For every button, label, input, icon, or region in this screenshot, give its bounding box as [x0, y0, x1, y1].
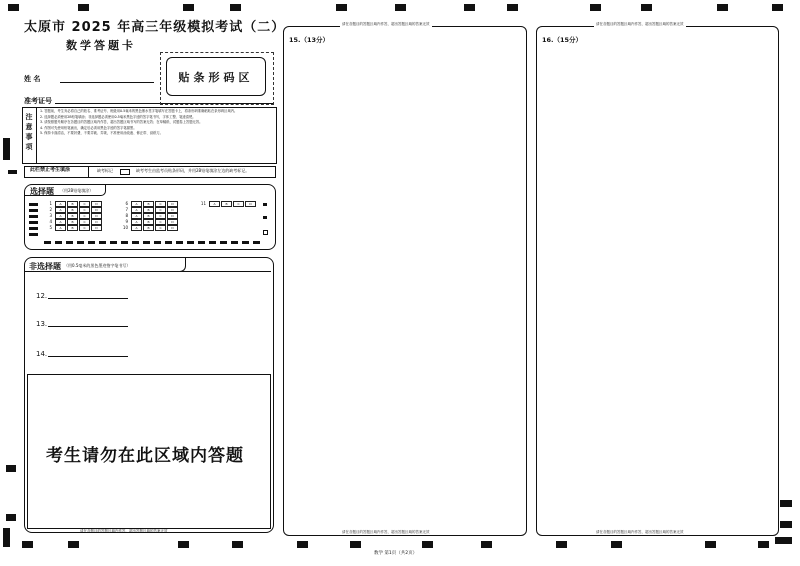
alignment-mark	[772, 4, 783, 11]
question-14-label: 14.	[36, 350, 48, 358]
mc-question-number: 6	[125, 201, 128, 206]
mc-option-bubble[interactable]: C	[79, 225, 90, 231]
alignment-mark	[611, 541, 622, 548]
exam-number-label: 准考证号	[24, 97, 52, 105]
alignment-mark	[6, 465, 16, 472]
mc-option-bubble[interactable]: B	[67, 207, 78, 213]
absent-note: 缺考考生由监考员贴条形码，并用2B铅笔填涂左边的缺考标记。	[136, 168, 250, 173]
question-16-heading: 16.（15分）	[542, 36, 583, 44]
mc-option-bubble[interactable]: A	[55, 225, 66, 231]
mc-option-bubble[interactable]: D	[167, 225, 178, 231]
no-answer-zone-text: 考生请勿在此区域内答题	[46, 446, 244, 466]
alignment-mark	[263, 230, 268, 235]
alignment-mark	[464, 4, 475, 11]
mc-option-bubble[interactable]: C	[79, 219, 90, 225]
mc-option-bubble[interactable]: D	[167, 213, 178, 219]
mc-note: （用2B铅笔填涂）	[60, 188, 94, 193]
non-choice-note: （用0.5毫米的黑色墨迹签字笔书写）	[64, 263, 131, 268]
panel-top-note: 请在各题目的答题区域内作答，超出答题区域的答案无效	[342, 22, 430, 26]
mc-dash	[44, 241, 51, 244]
alignment-mark	[481, 541, 492, 548]
mc-dash	[121, 241, 128, 244]
question-12-answer[interactable]	[48, 298, 128, 299]
mc-option-bubble[interactable]: A	[131, 219, 142, 225]
question-13-label: 13.	[36, 320, 48, 328]
absent-label: 此栏禁止考生填涂	[30, 167, 71, 173]
mc-question-number: 4	[49, 219, 52, 224]
mc-question-number: 3	[49, 213, 52, 218]
mc-question-number: 2	[49, 207, 52, 212]
alignment-mark	[780, 500, 792, 507]
absent-text: 缺考标记	[97, 168, 113, 173]
note-line: 5. 保持卡面清洁，不要折叠，不要弄破、弄皱，不准使用涂改液、修正带、刮纸刀。	[40, 131, 163, 136]
mc-option-bubble[interactable]: B	[221, 201, 232, 207]
mc-dash	[154, 241, 161, 244]
alignment-mark	[29, 233, 38, 236]
alignment-mark	[230, 4, 241, 11]
alignment-mark	[68, 541, 79, 548]
alignment-mark	[29, 203, 38, 206]
barcode-label: 贴条形码区	[166, 57, 266, 96]
note-line: 4. 作图可先使用铅笔画出，确定后必须用黑色字迹的签字笔描黑。	[40, 125, 137, 130]
mc-dash	[242, 241, 249, 244]
alignment-mark	[8, 170, 17, 174]
mc-option-bubble[interactable]: C	[155, 219, 166, 225]
mc-dash	[198, 241, 205, 244]
alignment-mark	[183, 4, 194, 11]
mc-dash	[66, 241, 73, 244]
mc-question-row	[44, 225, 103, 231]
mc-question-row	[198, 201, 257, 207]
mc-option-bubble[interactable]: B	[67, 219, 78, 225]
mc-question-number: 5	[49, 225, 52, 230]
mc-option-bubble[interactable]: B	[143, 207, 154, 213]
mc-option-bubble[interactable]: C	[155, 213, 166, 219]
mc-option-bubble[interactable]: D	[91, 207, 102, 213]
mc-option-bubble[interactable]: C	[155, 207, 166, 213]
mc-question-number: 9	[125, 219, 128, 224]
divider	[25, 271, 271, 272]
mc-option-bubble[interactable]: D	[91, 201, 102, 207]
mc-question-number: 1	[49, 201, 52, 206]
mc-option-bubble[interactable]: A	[55, 201, 66, 207]
mc-option-bubble[interactable]: D	[167, 207, 178, 213]
mc-option-bubble[interactable]: D	[167, 219, 178, 225]
mc-question-row	[120, 225, 179, 231]
mc-option-bubble[interactable]: B	[143, 225, 154, 231]
mc-option-bubble[interactable]: D	[91, 213, 102, 219]
alignment-mark	[717, 4, 728, 11]
question-12-label: 12.	[36, 292, 48, 300]
mc-dash	[77, 241, 84, 244]
notes-divider	[36, 107, 37, 164]
mc-option-bubble[interactable]: D	[91, 225, 102, 231]
mc-option-bubble[interactable]: A	[55, 219, 66, 225]
alignment-mark	[297, 541, 308, 548]
alignment-mark	[758, 541, 769, 548]
mc-option-bubble[interactable]: B	[67, 201, 78, 207]
page-footer: 数学 第1页（共2页）	[374, 551, 418, 556]
mc-option-bubble[interactable]: C	[233, 201, 244, 207]
mc-option-bubble[interactable]: D	[91, 219, 102, 225]
note-line: 2. 选择题必须使用2B铅笔填涂；非选择题必须使用0.5毫米黑色字迹的签字笔书写，字体工整、笔迹清楚。	[40, 114, 196, 119]
mc-option-bubble[interactable]: C	[155, 225, 166, 231]
alignment-mark	[641, 4, 652, 11]
alignment-mark	[507, 4, 518, 11]
alignment-mark	[22, 541, 33, 548]
mc-dash	[165, 241, 172, 244]
alignment-mark	[590, 4, 601, 11]
mc-dash	[143, 241, 150, 244]
mc-option-bubble[interactable]: A	[131, 213, 142, 219]
alignment-mark	[29, 227, 38, 230]
mc-dash	[88, 241, 95, 244]
question-15-heading: 15.（13分）	[289, 36, 330, 44]
alignment-mark	[422, 541, 433, 548]
mc-dash	[99, 241, 106, 244]
non-choice-title: 非选择题	[29, 262, 61, 271]
panel-bottom-note: 请在各题目的答题区域内作答，超出答题区域的答案无效	[342, 530, 430, 534]
alignment-mark	[263, 216, 267, 219]
alignment-mark	[705, 541, 716, 548]
question-14-answer[interactable]	[48, 356, 128, 357]
alignment-mark	[3, 138, 10, 160]
mc-option-bubble[interactable]: D	[245, 201, 256, 207]
alignment-mark	[3, 528, 10, 547]
mc-question-number: 8	[125, 213, 128, 218]
alignment-mark	[350, 541, 361, 548]
mc-option-bubble[interactable]: A	[131, 225, 142, 231]
panel-bottom-note: 请在各题目的答题区域内作答，超出答题区域的答案无效	[596, 530, 684, 534]
note-line: 3. 请按照题号顺序在各题目的答题区域内作答，超出答题区域书写的答案无效；在草稿纸、试题卷上答题无效。	[40, 120, 203, 125]
mc-option-bubble[interactable]: B	[143, 219, 154, 225]
alignment-mark	[78, 4, 89, 11]
alignment-mark	[29, 221, 38, 224]
mc-dash	[187, 241, 194, 244]
alignment-mark	[6, 514, 16, 521]
alignment-mark	[29, 215, 38, 218]
panel-top-note: 请在各题目的答题区域内作答，超出答题区域的答案无效	[596, 22, 684, 26]
mc-title: 选择题	[30, 187, 54, 196]
mc-dash	[55, 241, 62, 244]
mc-dash	[209, 241, 216, 244]
mc-dash	[132, 241, 139, 244]
mc-option-bubble[interactable]: A	[131, 201, 142, 207]
absent-bubble[interactable]	[120, 169, 130, 175]
mc-option-bubble[interactable]: C	[79, 213, 90, 219]
mc-dash	[231, 241, 238, 244]
answer-panel-16[interactable]	[536, 26, 779, 536]
alignment-mark	[8, 4, 19, 11]
mc-option-bubble[interactable]: B	[67, 213, 78, 219]
mc-option-bubble[interactable]: C	[79, 201, 90, 207]
mc-option-bubble[interactable]: A	[131, 207, 142, 213]
notes-text	[40, 109, 270, 137]
mc-option-bubble[interactable]: B	[143, 201, 154, 207]
absent-divider	[88, 166, 89, 178]
exam-title: 太原市 2025 年高三年级模拟考试（二）	[24, 20, 286, 35]
mc-dash	[110, 241, 117, 244]
mc-option-bubble[interactable]: B	[143, 213, 154, 219]
alignment-mark	[232, 541, 243, 548]
answer-sheet-subtitle: 数学答题卡	[66, 39, 136, 52]
question-13-answer[interactable]	[48, 326, 128, 327]
mc-question-number: 10	[122, 225, 128, 230]
mc-option-bubble[interactable]: D	[167, 201, 178, 207]
mc-dash	[253, 241, 260, 244]
mc-option-bubble[interactable]: A	[55, 207, 66, 213]
mc-option-bubble[interactable]: A	[55, 213, 66, 219]
mc-dash	[176, 241, 183, 244]
panel-bottom-note: 请在各题目的答题区域内作答，超出答题区域的答案无效	[80, 529, 168, 533]
mc-option-bubble[interactable]: A	[209, 201, 220, 207]
alignment-mark	[775, 537, 792, 544]
alignment-mark	[780, 521, 792, 528]
alignment-mark	[263, 203, 267, 206]
alignment-mark	[556, 541, 567, 548]
mc-option-bubble[interactable]: B	[67, 225, 78, 231]
name-field[interactable]	[60, 82, 154, 83]
alignment-mark	[395, 4, 406, 11]
mc-option-bubble[interactable]: C	[79, 207, 90, 213]
alignment-mark	[178, 541, 189, 548]
note-line: 1. 答题前，考生务必将自己的姓名、准考证号、班级用0.5毫米的黑色墨水签字笔填写在答题卡上，将条形码准确粘贴在条形码区域内。	[40, 109, 238, 113]
mc-question-number: 7	[125, 207, 128, 212]
mc-dash	[220, 241, 227, 244]
mc-question-number: 11	[200, 201, 206, 206]
mc-option-bubble[interactable]: C	[155, 201, 166, 207]
notes-label: 注意事项	[25, 113, 33, 151]
alignment-mark	[336, 4, 347, 11]
answer-panel-15[interactable]	[283, 26, 527, 536]
alignment-mark	[29, 209, 38, 212]
name-label: 姓 名	[24, 75, 41, 83]
